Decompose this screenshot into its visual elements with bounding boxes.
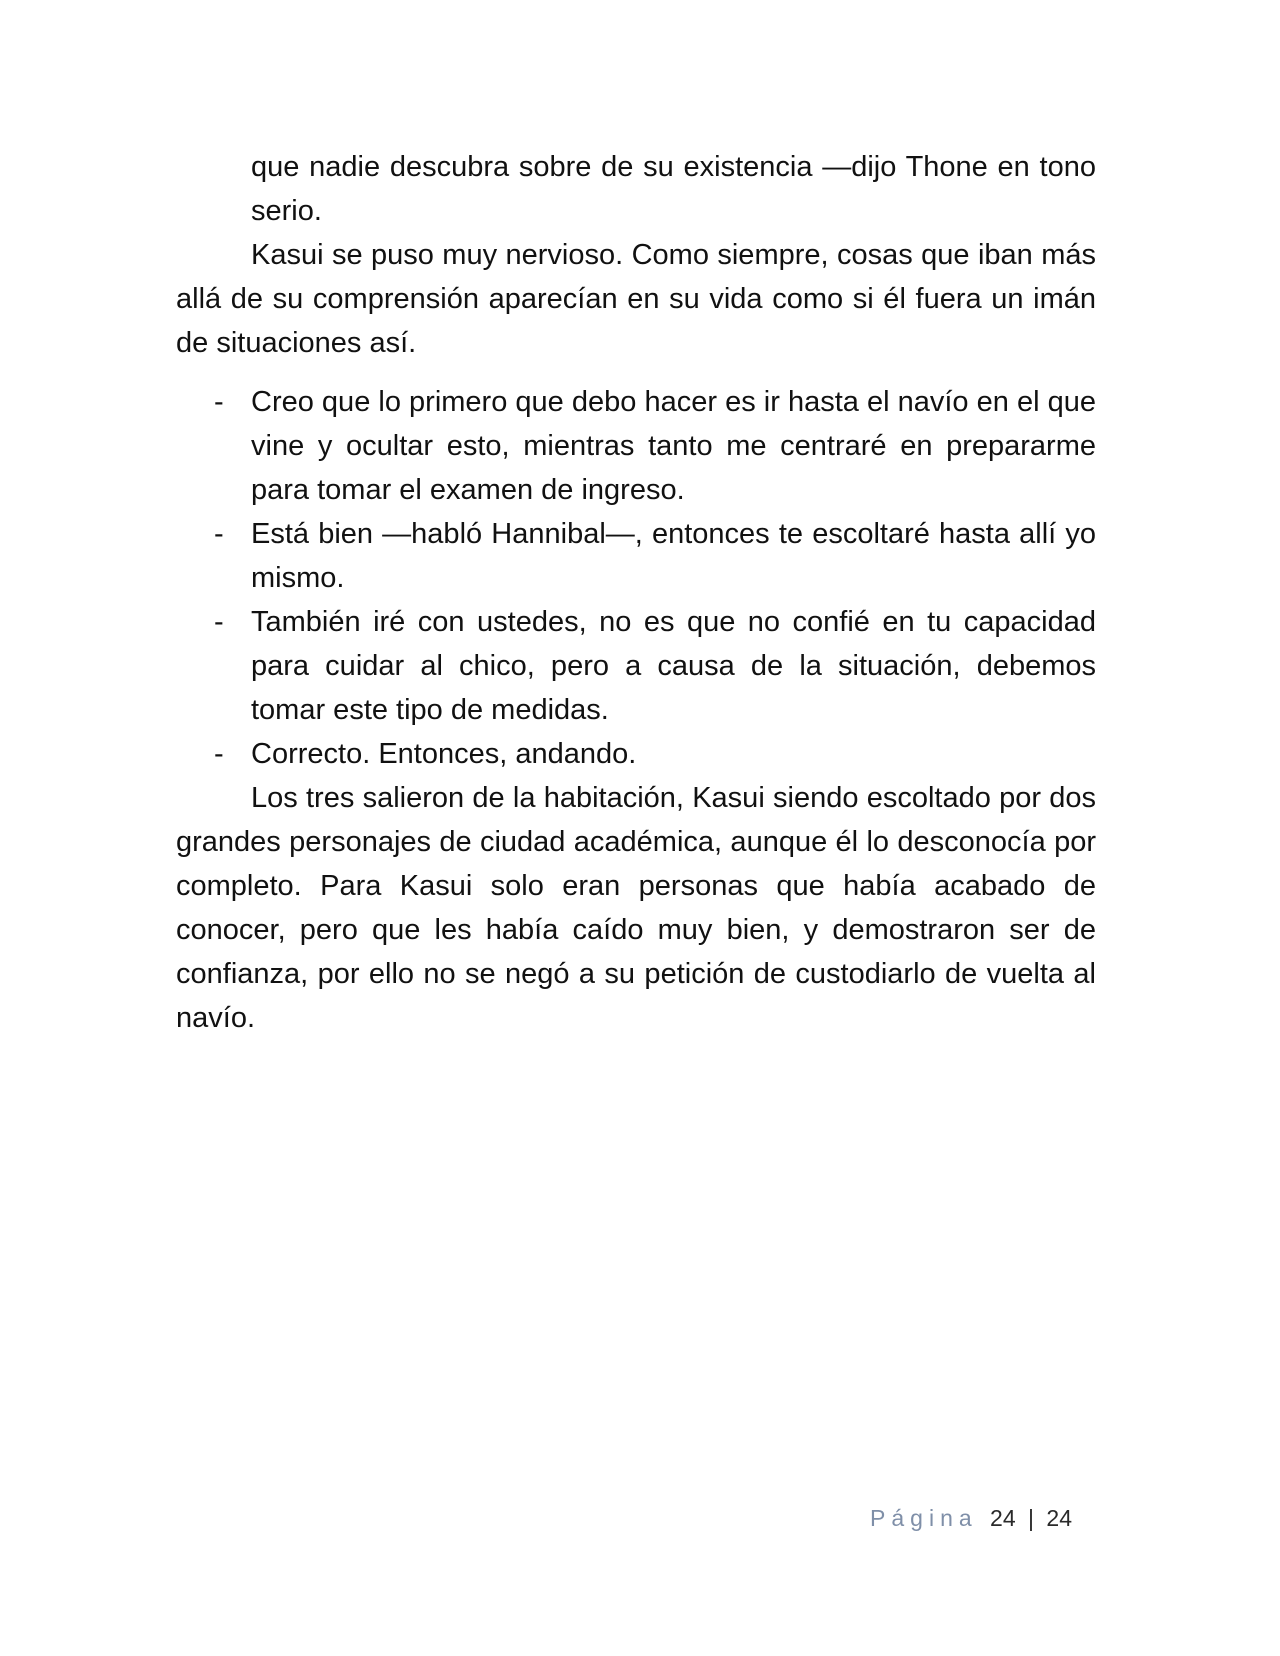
dialog-text: Creo que lo primero que debo hacer es ir hasta el navío en el que vine y ocultar esto, mientras tanto me centraré en prepararme para tomar el examen de ingreso. <box>251 386 1096 506</box>
page-number: 24 <box>990 1505 1016 1531</box>
dialog-text: Correcto. Entonces, andando. <box>251 738 637 770</box>
paragraph-continuation: que nadie descubra sobre de su existencia —dijo Thone en tono serio. <box>251 151 1096 227</box>
paragraph: Los tres salieron de la habitación, Kasui siendo escoltado por dos grandes personajes de ciudad académica, aunque él lo desconocía por completo. Para Kasui solo eran personas que había acabado de conocer, pero que les había caído muy bien, y demostraron ser de confianza, por ello no se negó a su petición de custodiarlo de vuelta al navío. <box>176 782 1096 1034</box>
body-text <box>176 145 1096 1040</box>
dialog-dash: - <box>214 738 224 770</box>
dialog-dash: - <box>214 518 224 550</box>
dialog-line <box>176 732 1096 776</box>
page-label: Página <box>870 1505 978 1531</box>
dialog-line <box>176 512 1096 600</box>
dialog-dash: - <box>214 606 224 638</box>
dialog-line <box>176 380 1096 512</box>
dialog-text: Está bien —habló Hannibal—, entonces te escoltaré hasta allí yo mismo. <box>251 518 1096 594</box>
total-pages: 24 <box>1046 1505 1072 1531</box>
page-separator: | <box>1028 1505 1035 1531</box>
dialog-dash: - <box>214 386 224 418</box>
dialog-line <box>176 600 1096 732</box>
paragraph: Kasui se puso muy nervioso. Como siempre, cosas que iban más allá de su comprensión aparecían en su vida como si él fuera un imán de situaciones así. <box>176 239 1096 359</box>
dialog-text: También iré con ustedes, no es que no confié en tu capacidad para cuidar al chico, pero a causa de la situación, debemos tomar este tipo de medidas. <box>251 606 1096 726</box>
page-footer <box>870 1503 1072 1533</box>
dialog-list <box>176 380 1096 776</box>
